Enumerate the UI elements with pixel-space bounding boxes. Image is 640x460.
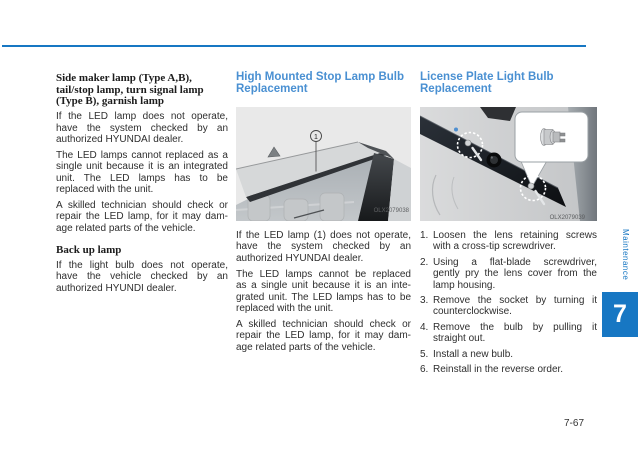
text-line: have the vehicle checked by an — [56, 271, 228, 283]
right-column — [420, 71, 597, 379]
step-text — [433, 257, 597, 291]
text-line: Back up lamp — [56, 244, 122, 257]
figure-label: OLX2079039 — [549, 215, 585, 221]
procedure-steps — [420, 230, 597, 375]
middle-column — [236, 71, 411, 358]
text-line: grated unit. The LED lamps has to be — [236, 291, 411, 303]
topic-body — [236, 230, 411, 353]
text-line: A skilled technician should check or — [236, 318, 411, 330]
callout-number: 1 — [314, 133, 318, 141]
page-number: 7-67 — [563, 418, 584, 429]
text-line: authorized HYUNDAI dealer. — [236, 252, 364, 264]
text-line: (Type B), garnish lamp — [56, 95, 164, 108]
procedure-step — [420, 295, 597, 318]
procedure-step — [420, 349, 597, 360]
paragraph — [56, 200, 228, 234]
chapter-tab — [602, 292, 638, 337]
text-line: High Mounted Stop Lamp Bulb — [236, 71, 405, 83]
topic-heading-license-plate-light — [420, 71, 597, 95]
text-line: If the LED lamp (1) does not operate, — [236, 230, 411, 241]
step-number: 6. — [420, 364, 429, 376]
text-line: Replacement — [236, 83, 308, 95]
text-line: authorized HYUNDI dealer. — [56, 282, 177, 294]
text-line: replaced with the unit. — [236, 302, 334, 314]
camera-glint — [491, 156, 493, 158]
text-line: Install a new bulb. — [433, 348, 514, 360]
text-line: Reinstall in the reverse order. — [433, 364, 564, 376]
text-line: Side maker lamp (Type A,B), — [56, 72, 192, 84]
text-line: straight out. — [433, 333, 486, 345]
step-number: 4. — [420, 321, 429, 333]
text-line: age related parts of the vehicle. — [56, 222, 196, 234]
step-text — [433, 349, 597, 360]
text-line: The LED lamps cannot be replaced — [236, 268, 411, 280]
text-line: age related parts of the vehicle. — [236, 341, 376, 353]
text-line: with a cross-tip screwdriver. — [433, 241, 556, 253]
procedure-step — [420, 322, 597, 345]
text-line: lamp housing. — [433, 279, 496, 291]
text-line: unit. The LED lamps has to be — [56, 172, 228, 184]
step-text — [433, 364, 597, 375]
lamp-lens — [454, 128, 458, 132]
text-line: as a single unit because it is an inte- — [236, 280, 411, 292]
text-line: gently pry the lens cover from the — [433, 268, 597, 280]
paragraph — [236, 269, 411, 315]
text-line: authorized HYUNDAI dealer. — [56, 133, 184, 145]
step-text — [433, 322, 597, 345]
text-line: replaced with the unit. — [56, 184, 154, 196]
text-line: Remove the socket by turning it — [433, 295, 597, 307]
text-line: repair the LED lamp, for it may dam- — [56, 211, 228, 223]
figure-label: OLX2079038 — [373, 208, 409, 214]
step-number: 5. — [420, 348, 429, 360]
paragraph — [236, 319, 411, 353]
section-heading-side-marker-lamp — [56, 73, 228, 108]
step-number: 3. — [420, 295, 429, 307]
section-body — [56, 260, 228, 294]
text-line: If the LED lamp does not operate, — [56, 111, 228, 123]
header-rule — [2, 45, 586, 47]
paragraph — [56, 150, 228, 196]
text-line: have the system checked by an — [236, 241, 411, 253]
seat-headrest — [320, 193, 344, 221]
text-line: have the system checked by an — [56, 122, 228, 134]
step-number: 2. — [420, 256, 429, 268]
text-line: If the light bulb does not operate, — [56, 259, 228, 271]
procedure-step — [420, 364, 597, 375]
chapter-tab-label: Maintenance — [621, 229, 630, 281]
left-column — [56, 73, 228, 299]
step-text — [433, 230, 597, 253]
figure-high-mounted-stop-lamp — [236, 107, 411, 221]
text-line: tail/stop lamp, turn signal lamp — [56, 83, 204, 96]
text-line: A skilled technician should check or — [56, 199, 228, 211]
section-heading-back-up-lamp — [56, 245, 228, 257]
procedure-step — [420, 230, 597, 253]
text-line: Remove the bulb by pulling it — [433, 321, 597, 333]
paragraph — [56, 111, 228, 145]
text-line: License Plate Light Bulb — [420, 71, 554, 83]
text-line: repair the LED lamp, for it may dam- — [236, 330, 411, 342]
step-number: 1. — [420, 230, 429, 241]
chapter-number: 7 — [613, 300, 627, 328]
step-text — [433, 295, 597, 318]
paragraph — [56, 260, 228, 294]
paragraph — [236, 230, 411, 264]
text-line: Using a flat-blade screwdriver, — [433, 256, 597, 268]
text-line: Loosen the lens retaining screws — [433, 230, 597, 241]
section-body — [56, 111, 228, 234]
text-line: Replacement — [420, 83, 492, 95]
figure-license-plate-light — [420, 107, 597, 221]
procedure-step — [420, 257, 597, 291]
text-line: counterclockwise. — [433, 306, 512, 318]
topic-heading-high-mounted-stop-lamp — [236, 71, 411, 95]
text-line: The LED lamps cannot replaced as a — [56, 149, 228, 161]
text-line: single unit because it is an integrated — [56, 161, 228, 173]
